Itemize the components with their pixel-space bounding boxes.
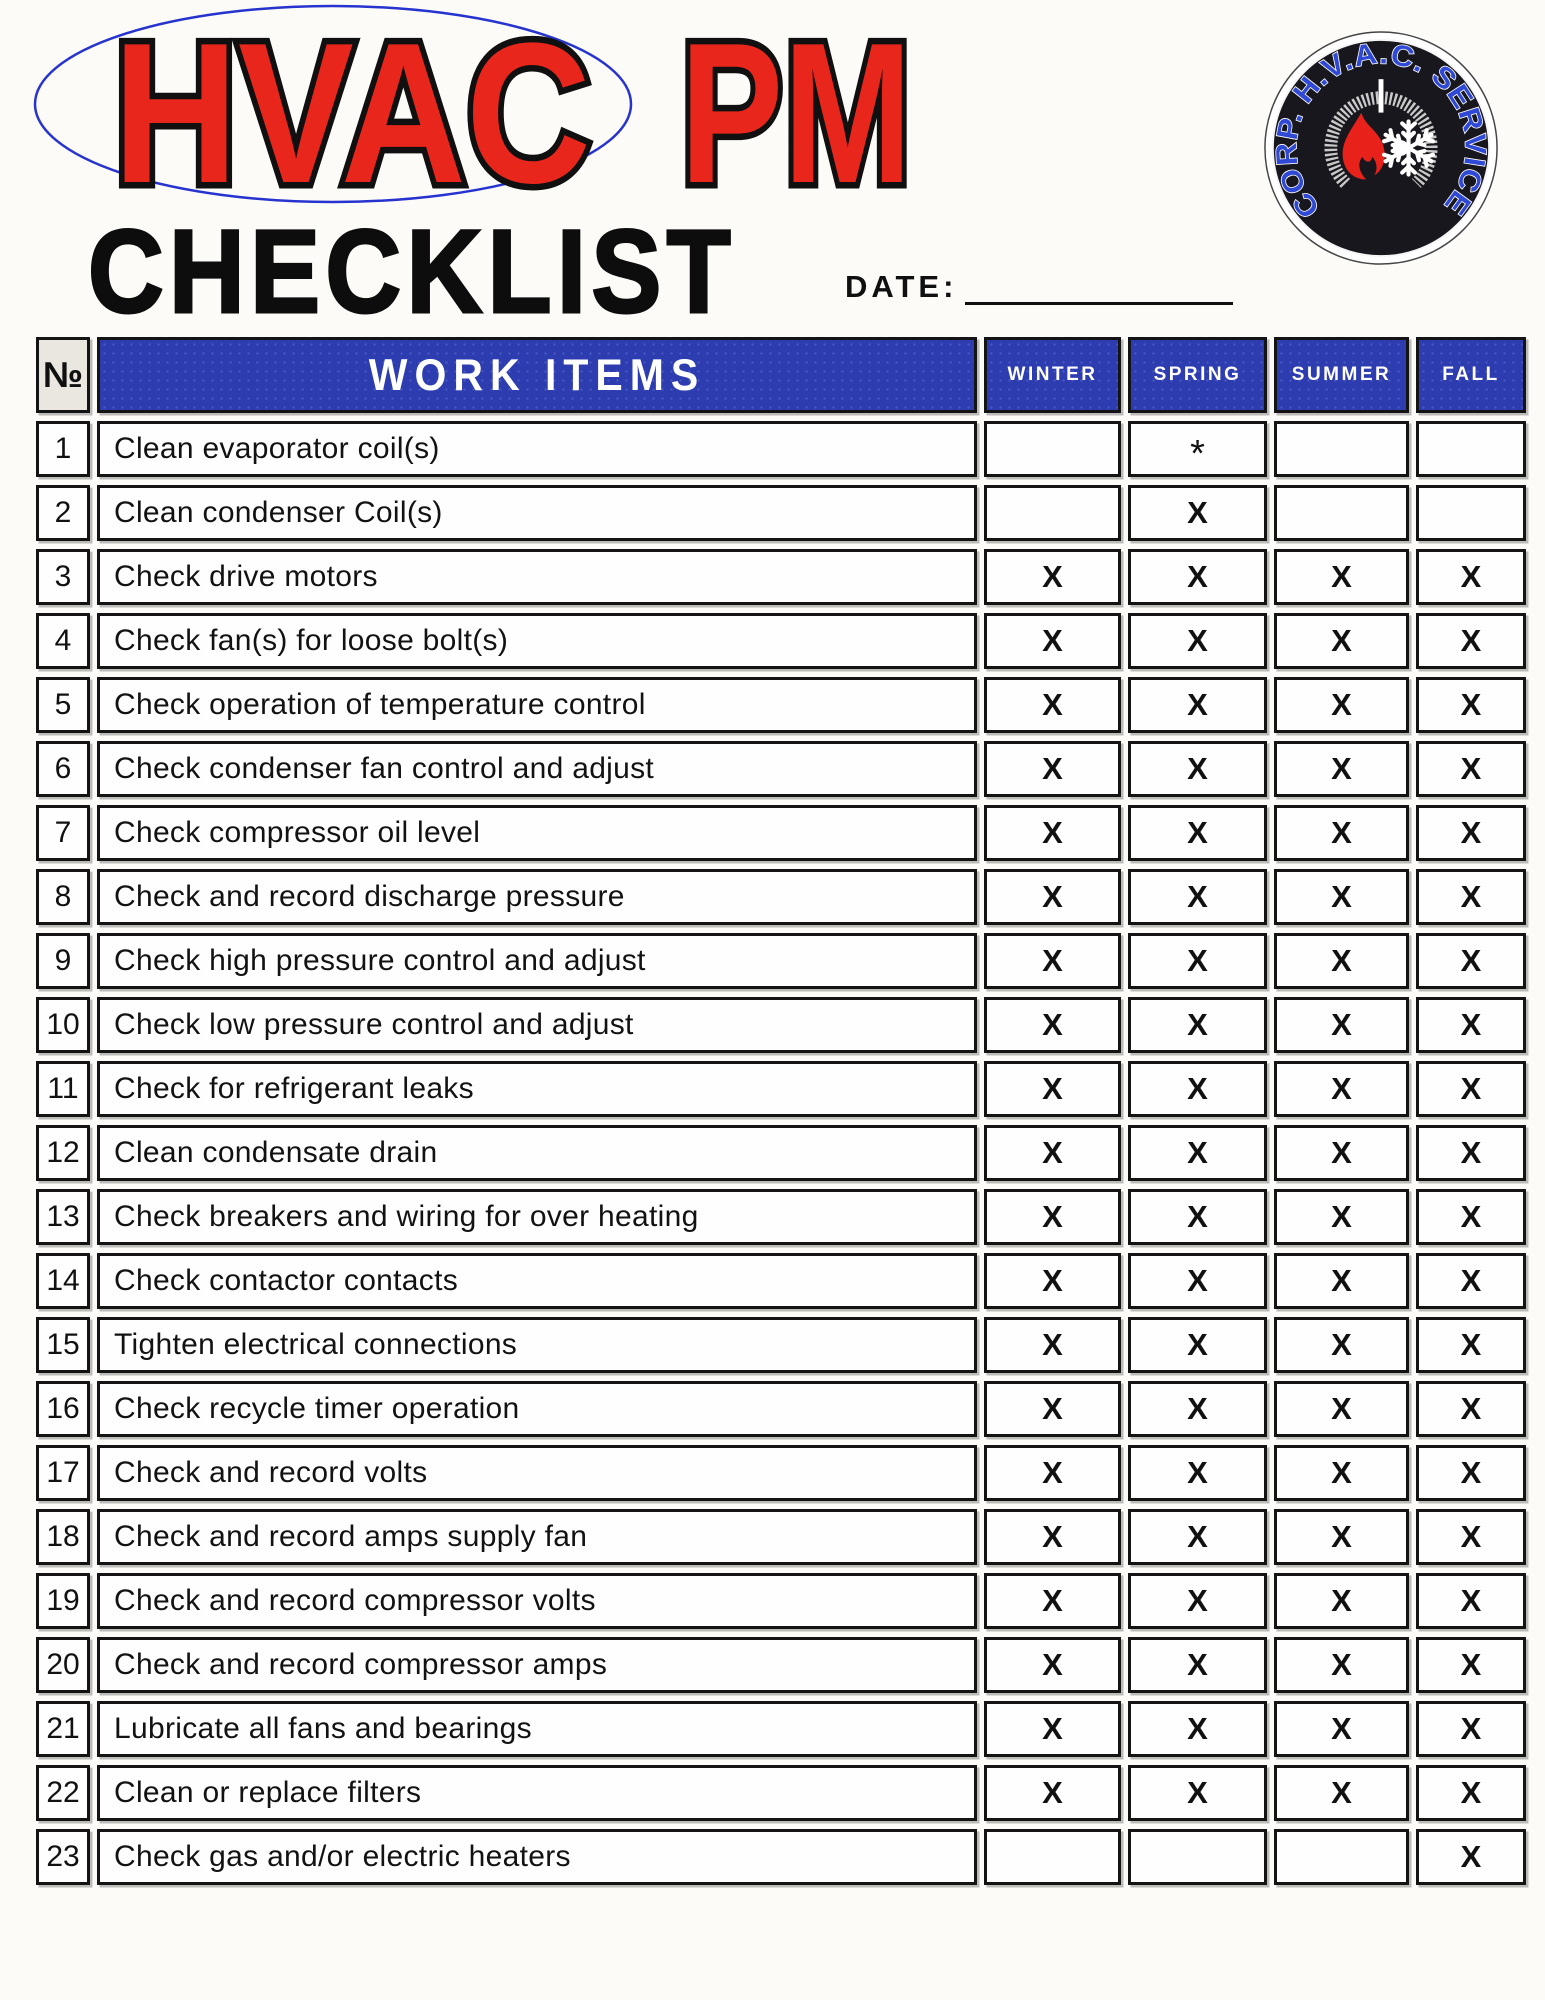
- season-mark-cell[interactable]: X: [1128, 997, 1267, 1053]
- season-mark-cell[interactable]: X: [1128, 613, 1267, 669]
- checklist-title: CHECKLIST: [88, 212, 736, 327]
- season-mark-cell[interactable]: X: [984, 613, 1121, 669]
- season-mark-cell[interactable]: X: [984, 1381, 1121, 1437]
- work-item-label: Check breakers and wiring for over heating: [97, 1189, 977, 1245]
- checklist-subtitle-graphic: [82, 212, 782, 327]
- season-mark-cell[interactable]: [1416, 485, 1526, 541]
- row-number: 10: [36, 997, 90, 1053]
- date-label: DATE:: [845, 269, 958, 304]
- season-mark-cell[interactable]: X: [1274, 1381, 1409, 1437]
- row-number: 22: [36, 1765, 90, 1821]
- season-mark-cell[interactable]: [984, 485, 1121, 541]
- work-item-label: Clean evaporator coil(s): [97, 421, 977, 477]
- season-mark-cell[interactable]: X: [1128, 1701, 1267, 1757]
- row-number: 4: [36, 613, 90, 669]
- season-mark-cell[interactable]: X: [1416, 1125, 1526, 1181]
- season-mark-cell[interactable]: X: [1416, 1637, 1526, 1693]
- season-mark-cell[interactable]: X: [1416, 1829, 1526, 1885]
- season-mark-cell[interactable]: X: [984, 1061, 1121, 1117]
- season-mark-cell[interactable]: X: [1416, 1701, 1526, 1757]
- season-mark-cell[interactable]: X: [1416, 805, 1526, 861]
- season-mark-cell[interactable]: X: [984, 1125, 1121, 1181]
- season-mark-cell[interactable]: X: [1128, 1445, 1267, 1501]
- date-blank-line[interactable]: [965, 268, 1233, 305]
- season-mark-cell[interactable]: X: [1128, 1125, 1267, 1181]
- season-mark-cell[interactable]: [1416, 421, 1526, 477]
- season-mark-cell[interactable]: X: [1416, 1381, 1526, 1437]
- season-mark-cell[interactable]: X: [1416, 1445, 1526, 1501]
- work-items-header-label: WORK ITEMS: [368, 349, 706, 400]
- row-number: 5: [36, 677, 90, 733]
- summer-column-header: SUMMER: [1274, 337, 1409, 413]
- work-item-label: Check and record discharge pressure: [97, 869, 977, 925]
- row-number: 2: [36, 485, 90, 541]
- season-mark-cell[interactable]: X: [1274, 933, 1409, 989]
- work-item-label: Check contactor contacts: [97, 1253, 977, 1309]
- season-mark-cell[interactable]: X: [1416, 1189, 1526, 1245]
- row-number: 15: [36, 1317, 90, 1373]
- spring-column-header: SPRING: [1128, 337, 1267, 413]
- company-logo: [1263, 30, 1499, 266]
- season-mark-cell[interactable]: X: [1416, 1573, 1526, 1629]
- season-mark-cell[interactable]: X: [1128, 1253, 1267, 1309]
- logo-dial-knob: [1393, 140, 1409, 156]
- work-item-label: Lubricate all fans and bearings: [97, 1701, 977, 1757]
- season-mark-cell[interactable]: X: [1416, 741, 1526, 797]
- season-mark-cell[interactable]: X: [984, 997, 1121, 1053]
- season-mark-cell[interactable]: X: [1416, 677, 1526, 733]
- row-number: 12: [36, 1125, 90, 1181]
- season-mark-cell[interactable]: X: [1128, 933, 1267, 989]
- row-number: 20: [36, 1637, 90, 1693]
- row-number: 16: [36, 1381, 90, 1437]
- season-mark-cell[interactable]: X: [1274, 997, 1409, 1053]
- work-item-label: Clean condensate drain: [97, 1125, 977, 1181]
- season-mark-cell[interactable]: X: [984, 549, 1121, 605]
- season-mark-cell[interactable]: X: [984, 1573, 1121, 1629]
- work-item-label: Check and record amps supply fan: [97, 1509, 977, 1565]
- row-number: 9: [36, 933, 90, 989]
- season-mark-cell[interactable]: [1274, 421, 1409, 477]
- season-mark-cell[interactable]: X: [1128, 741, 1267, 797]
- work-item-label: Clean or replace filters: [97, 1765, 977, 1821]
- page-title-graphic: [28, 2, 978, 237]
- title-hvac-text: HVAC: [113, 2, 591, 225]
- season-mark-cell[interactable]: X: [1128, 485, 1267, 541]
- work-items-header: [97, 337, 977, 413]
- season-mark-cell[interactable]: X: [1274, 741, 1409, 797]
- season-mark-cell[interactable]: X: [984, 805, 1121, 861]
- season-mark-cell[interactable]: X: [984, 1637, 1121, 1693]
- row-number: 7: [36, 805, 90, 861]
- season-mark-cell[interactable]: X: [1128, 805, 1267, 861]
- season-mark-cell[interactable]: X: [1416, 1317, 1526, 1373]
- season-mark-cell[interactable]: X: [1274, 1125, 1409, 1181]
- work-item-label: Check recycle timer operation: [97, 1381, 977, 1437]
- season-mark-cell[interactable]: X: [1274, 1189, 1409, 1245]
- season-mark-cell[interactable]: X: [1128, 1317, 1267, 1373]
- row-number: 3: [36, 549, 90, 605]
- season-mark-cell[interactable]: X: [1274, 1637, 1409, 1693]
- season-mark-cell[interactable]: X: [984, 1253, 1121, 1309]
- work-item-label: Check and record volts: [97, 1445, 977, 1501]
- season-mark-cell[interactable]: X: [1416, 613, 1526, 669]
- title-pm-text: PM: [680, 2, 912, 225]
- row-number: 6: [36, 741, 90, 797]
- season-mark-cell[interactable]: X: [1128, 549, 1267, 605]
- season-mark-cell[interactable]: X: [1416, 1509, 1526, 1565]
- season-mark-cell[interactable]: X: [1274, 869, 1409, 925]
- season-mark-cell[interactable]: X: [1416, 549, 1526, 605]
- season-mark-cell[interactable]: X: [1274, 1253, 1409, 1309]
- season-mark-cell[interactable]: [984, 1829, 1121, 1885]
- row-number: 11: [36, 1061, 90, 1117]
- season-mark-cell[interactable]: X: [1274, 677, 1409, 733]
- work-item-label: Check high pressure control and adjust: [97, 933, 977, 989]
- season-mark-cell[interactable]: X: [1274, 1509, 1409, 1565]
- row-number: 13: [36, 1189, 90, 1245]
- row-number: 21: [36, 1701, 90, 1757]
- season-mark-cell[interactable]: X: [984, 1189, 1121, 1245]
- season-mark-cell[interactable]: X: [1416, 869, 1526, 925]
- season-mark-cell[interactable]: [1274, 485, 1409, 541]
- season-mark-cell[interactable]: X: [1128, 1381, 1267, 1437]
- season-mark-cell[interactable]: X: [1274, 805, 1409, 861]
- work-item-label: Check condenser fan control and adjust: [97, 741, 977, 797]
- work-item-label: Check and record compressor amps: [97, 1637, 977, 1693]
- work-item-label: Check and record compressor volts: [97, 1573, 977, 1629]
- season-mark-cell[interactable]: X: [1128, 1765, 1267, 1821]
- work-items-table: [36, 337, 1526, 1885]
- season-mark-cell[interactable]: X: [1128, 1509, 1267, 1565]
- season-mark-cell[interactable]: [1274, 1829, 1409, 1885]
- season-mark-cell[interactable]: X: [1128, 1061, 1267, 1117]
- season-mark-cell[interactable]: X: [984, 1765, 1121, 1821]
- season-mark-cell[interactable]: X: [984, 933, 1121, 989]
- row-number: 1: [36, 421, 90, 477]
- season-mark-cell[interactable]: *: [1128, 421, 1267, 477]
- season-mark-cell[interactable]: X: [1416, 933, 1526, 989]
- season-mark-cell[interactable]: X: [984, 741, 1121, 797]
- season-mark-cell[interactable]: X: [1416, 997, 1526, 1053]
- season-mark-cell[interactable]: X: [1274, 1061, 1409, 1117]
- season-mark-cell[interactable]: X: [1274, 1701, 1409, 1757]
- season-mark-cell[interactable]: [1128, 1829, 1267, 1885]
- season-mark-cell[interactable]: X: [1128, 869, 1267, 925]
- work-item-label: Check low pressure control and adjust: [97, 997, 977, 1053]
- season-mark-cell[interactable]: X: [1128, 677, 1267, 733]
- row-number: 18: [36, 1509, 90, 1565]
- work-item-label: Check gas and/or electric heaters: [97, 1829, 977, 1885]
- date-field: [845, 268, 1233, 305]
- season-mark-cell[interactable]: X: [1274, 1573, 1409, 1629]
- season-mark-cell[interactable]: X: [1416, 1061, 1526, 1117]
- season-mark-cell[interactable]: X: [1274, 1765, 1409, 1821]
- season-mark-cell[interactable]: [984, 421, 1121, 477]
- season-mark-cell[interactable]: X: [984, 869, 1121, 925]
- work-item-label: Check fan(s) for loose bolt(s): [97, 613, 977, 669]
- season-mark-cell[interactable]: X: [1274, 613, 1409, 669]
- work-item-label: Tighten electrical connections: [97, 1317, 977, 1373]
- season-mark-cell[interactable]: X: [984, 1445, 1121, 1501]
- season-mark-cell[interactable]: X: [1416, 1253, 1526, 1309]
- season-mark-cell[interactable]: X: [984, 1317, 1121, 1373]
- season-mark-cell[interactable]: X: [1128, 1573, 1267, 1629]
- winter-column-header: WINTER: [984, 337, 1121, 413]
- work-item-label: Check drive motors: [97, 549, 977, 605]
- fall-column-header: FALL: [1416, 337, 1526, 413]
- row-number: 23: [36, 1829, 90, 1885]
- work-item-label: Clean condenser Coil(s): [97, 485, 977, 541]
- work-item-label: Check compressor oil level: [97, 805, 977, 861]
- season-mark-cell[interactable]: X: [1274, 549, 1409, 605]
- season-mark-cell[interactable]: X: [1274, 1317, 1409, 1373]
- season-mark-cell[interactable]: X: [984, 677, 1121, 733]
- row-number: 14: [36, 1253, 90, 1309]
- season-mark-cell[interactable]: X: [984, 1509, 1121, 1565]
- number-column-header: №: [36, 337, 90, 413]
- row-number: 19: [36, 1573, 90, 1629]
- season-mark-cell[interactable]: X: [1274, 1445, 1409, 1501]
- logo-ring-text: CORP. H.V.A.C. SERVICE: [1270, 37, 1492, 225]
- row-number: 8: [36, 869, 90, 925]
- season-mark-cell[interactable]: X: [1128, 1189, 1267, 1245]
- work-item-label: Check operation of temperature control: [97, 677, 977, 733]
- season-mark-cell[interactable]: X: [1128, 1637, 1267, 1693]
- work-item-label: Check for refrigerant leaks: [97, 1061, 977, 1117]
- season-mark-cell[interactable]: X: [984, 1701, 1121, 1757]
- row-number: 17: [36, 1445, 90, 1501]
- season-mark-cell[interactable]: X: [1416, 1765, 1526, 1821]
